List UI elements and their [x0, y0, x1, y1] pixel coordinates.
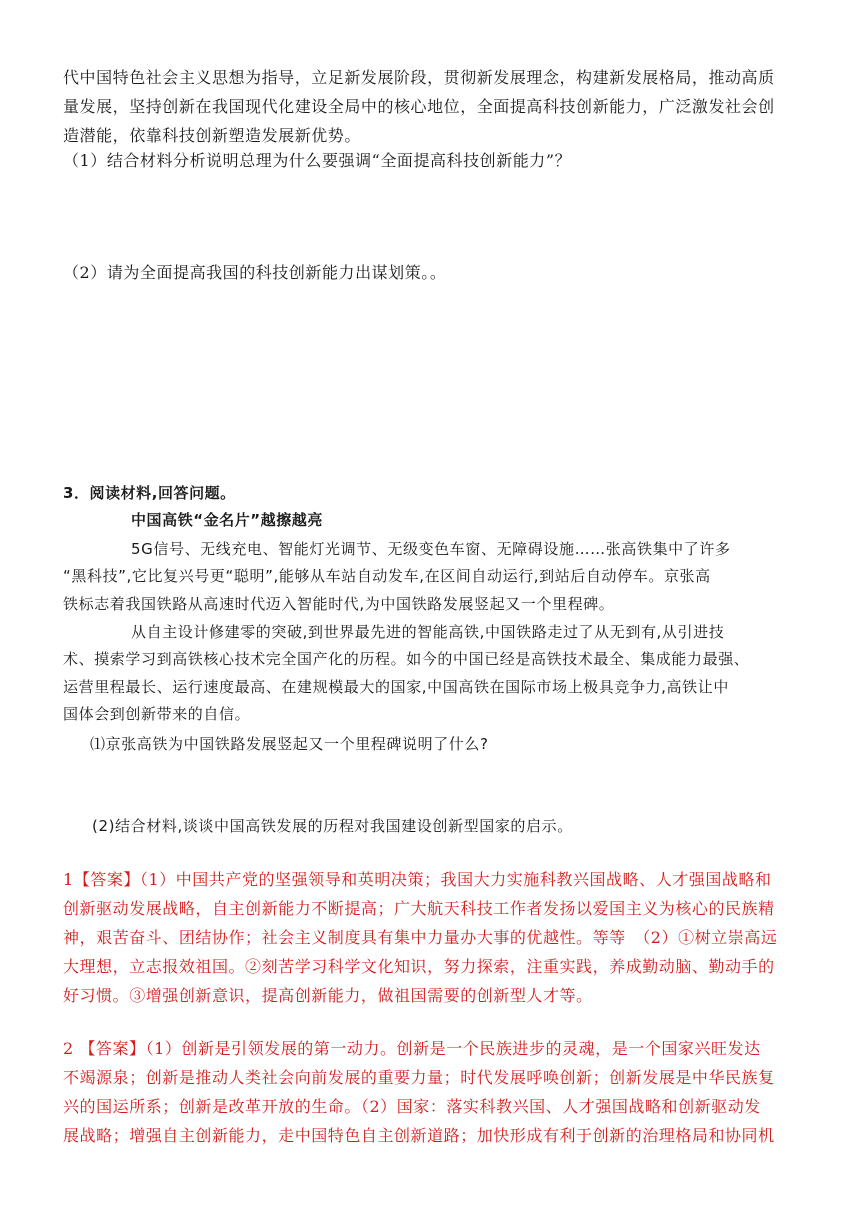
section3-para2-line-4: 国体会到创新带来的自信。	[63, 705, 251, 723]
answer2-line-1: 2 【答案】（1）创新是引领发展的第一动力。创新是一个民族进步的灵魂，是一个国家兴旺发达	[63, 1039, 761, 1058]
section2-question-2: （2）请为全面提高我国的科技创新能力出谋划策。。	[63, 263, 447, 282]
answer1-line-5: 好习惯。③增强创新意识，提高创新能力，做祖国需要的创新型人才等。	[63, 986, 593, 1005]
answer2-line-4: 展战略；增强自主创新能力，走中国特色自主创新道路；加快形成有利于创新的治理格局和协同机	[63, 1126, 775, 1145]
section2-material-line-3: 造潜能，依靠科技创新塑造发展新优势。	[63, 126, 361, 145]
section3-question-1: ⑴京张高铁为中国铁路发展竖起又一个里程碑说明了什么?	[90, 735, 489, 753]
answer1-line-3: 神，艰苦奋斗、团结协作；社会主义制度具有集中力量办大事的优越性。等等 （2）①树立崇高远	[63, 928, 778, 947]
answer2-line-2: 不竭源泉；创新是推动人类社会向前发展的重要力量；时代发展呼唤创新；创新发展是中华民族复	[63, 1068, 775, 1087]
answer2-line-3: 兴的国运所系；创新是改革开放的生命。（2）国家：落实科教兴国、人才强国战略和创新驱动发	[63, 1097, 761, 1116]
section2-material-line-2: 量发展，坚持创新在我国现代化建设全局中的核心地位，全面提高科技创新能力，广泛激发社会创	[63, 97, 775, 116]
answer1-line-4: 大理想，立志报效祖国。②刻苦学习科学文化知识，努力探索，注重实践，养成勤动脑、勤动手的	[63, 957, 775, 976]
answer1-line-2: 创新驱动发展战略，自主创新能力不断提高；广大航天科技工作者发扬以爱国主义为核心的民族精	[63, 899, 775, 918]
section3-heading: 3．阅读材料,回答问题。	[63, 484, 236, 502]
section3-title: 中国高铁“金名片”越擦越亮	[131, 511, 323, 529]
section3-para2-line-2: 术、摸索学习到高铁核心技术完全国产化的历程。如今的中国已经是高铁技术最全、集成能力最强、	[63, 650, 750, 668]
answer1-line-1: 1【答案】（1）中国共产党的坚强领导和英明决策；我国大力实施科教兴国战略、人才强国战略和	[63, 870, 772, 889]
section3-question-2: (2)结合材料,谈谈中国高铁发展的历程对我国建设创新型国家的启示。	[92, 817, 573, 835]
section3-para2-line-3: 运营里程最长、运行速度最高、在建规模最大的国家,中国高铁在国际市场上极具竞争力,高铁让中	[63, 678, 729, 696]
section3-para1-line-2: “黑科技”,它比复兴号更“聪明”,能够从车站自动发车,在区间自动运行,到站后自动停车。京张高	[63, 567, 711, 585]
section3-para1-line-1: 5G信号、无线充电、智能灯光调节、无级变色车窗、无障碍设施……张高铁集中了许多	[131, 540, 731, 558]
section3-para2-line-1: 从自主设计修建零的突破,到世界最先进的智能高铁,中国铁路走过了从无到有,从引进技	[131, 623, 725, 641]
section2-material-line-1: 代中国特色社会主义思想为指导，立足新发展阶段，贯彻新发展理念，构建新发展格局，推动高质	[63, 68, 775, 87]
section3-para1-line-3: 铁标志着我国铁路从高速时代迈入智能时代,为中国铁路发展竖起又一个里程碑。	[63, 595, 615, 613]
section2-question-1: （1）结合材料分析说明总理为什么要强调“全面提高科技创新能力”？	[63, 151, 572, 170]
